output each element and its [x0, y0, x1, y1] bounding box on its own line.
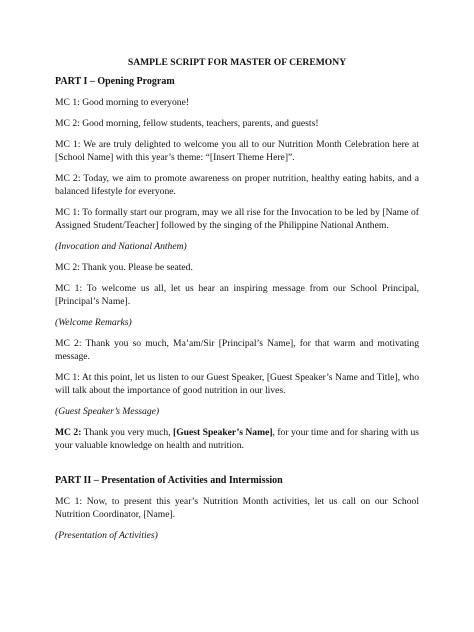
part2-heading: PART II – Presentation of Activities and Intermission	[55, 475, 283, 486]
guest-name-placeholder: [Guest Speaker’s Name]	[173, 427, 273, 438]
script-line: MC 1: At this point, let us listen to our Guest Speaker, [Guest Speaker’s Name and Title], who will talk about the importance of good nutrition in our lives.	[55, 372, 419, 396]
document-page	[55, 56, 419, 550]
script-line: MC 1: To welcome us all, let us hear an inspiring message from our School Principal, [Principal’s Name].	[55, 283, 419, 307]
script-line: MC 2: Good morning, fellow students, teachers, parents, and guests!	[55, 118, 319, 129]
script-line: MC 2: Thank you. Please be seated.	[55, 262, 193, 273]
script-line-thanks-guest	[55, 426, 419, 452]
speaker-label: MC 2:	[55, 427, 82, 438]
stage-cue-activities: (Presentation of Activities)	[55, 530, 158, 541]
script-line: MC 1: Now, to present this year’s Nutrition Month activities, let us call on our School Nutrition Coordinator, [Name].	[55, 496, 419, 520]
script-line: MC 1: We are truly delighted to welcome you all to our Nutrition Month Celebration here at [School Name] with this year’s theme: “[Insert Theme Here]”.	[55, 139, 419, 163]
line-text: , for your time and for sharing with us your valuable knowledge on health and nutrition.	[55, 427, 420, 451]
script-line: MC 2: Thank you so much, Ma’am/Sir [Principal’s Name], for that warm and motivating message.	[55, 338, 419, 362]
part1-heading: PART I – Opening Program	[55, 76, 175, 87]
script-line: MC 1: Good morning to everyone!	[55, 97, 190, 108]
script-line: MC 1: To formally start our program, may we all rise for the Invocation to be led by [Name of Assigned Student/Teacher] followed by the singing of the Philippine National Anthem.	[55, 207, 419, 231]
stage-cue-welcome: (Welcome Remarks)	[55, 317, 132, 328]
script-line: MC 2: Today, we aim to promote awareness on proper nutrition, healthy eating habits, and a balanced lifestyle for everyone.	[55, 173, 419, 197]
stage-cue-guest: (Guest Speaker’s Message)	[55, 406, 160, 417]
line-text: Thank you very much,	[81, 427, 174, 438]
stage-cue-invocation: (Invocation and National Anthem)	[55, 241, 187, 252]
section-spacer	[55, 460, 419, 474]
document-title: SAMPLE SCRIPT FOR MASTER OF CEREMONY	[127, 57, 347, 68]
